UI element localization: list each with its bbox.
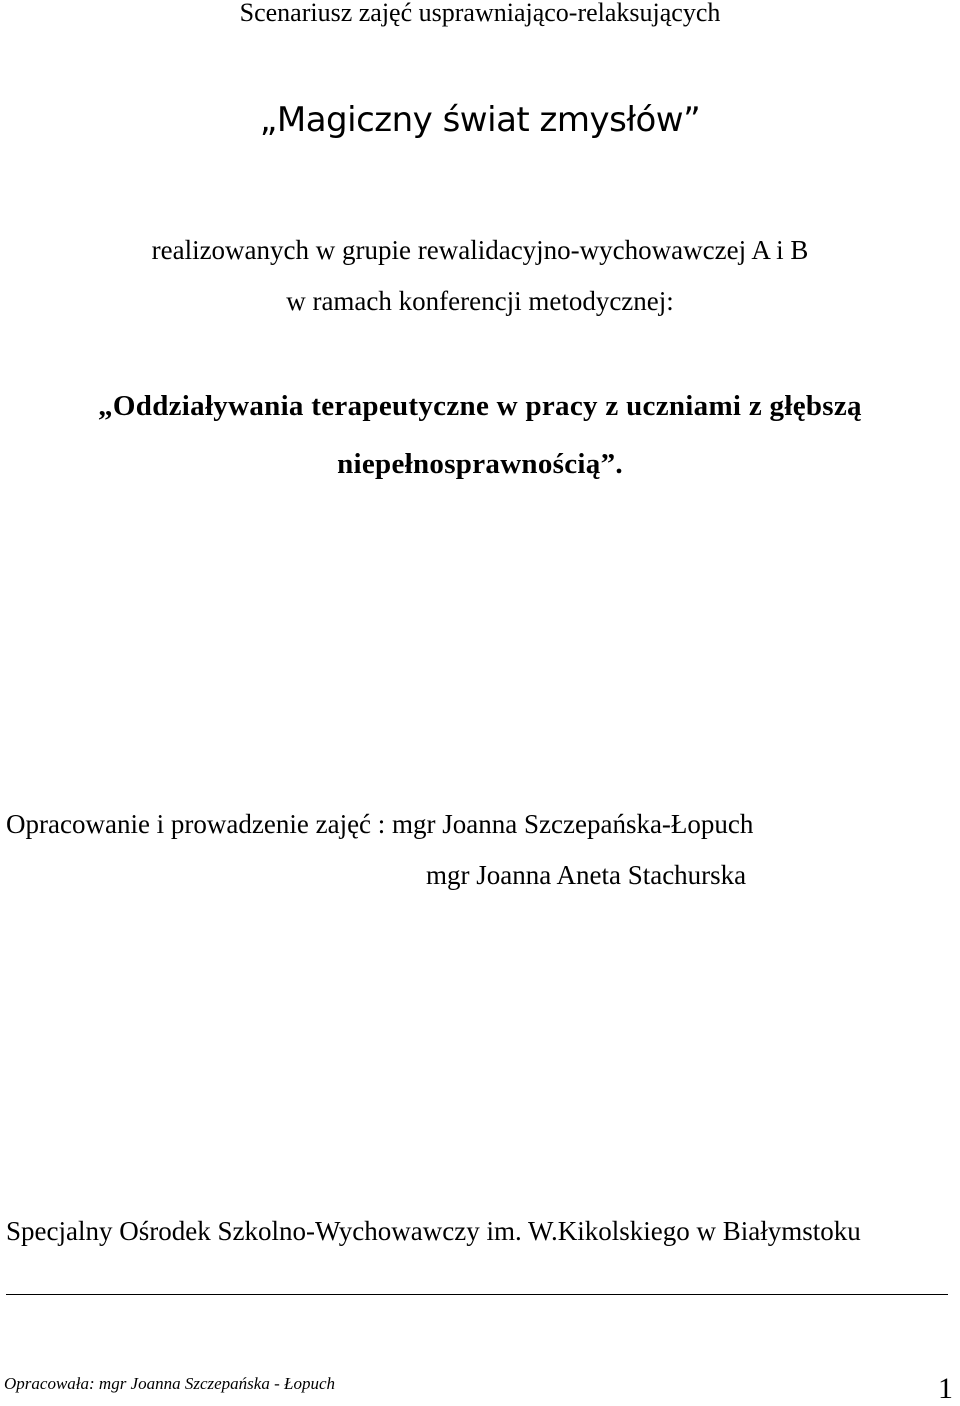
subtitle-line-1: realizowanych w grupie rewalidacyjno-wychowawczej A i B (151, 235, 809, 265)
institution-name: Specjalny Ośrodek Szkolno-Wychowawczy im. W.Kikolskiego w Białymstoku (6, 1216, 861, 1246)
authors-line-2: mgr Joanna Aneta Stachurska (426, 860, 747, 890)
footer-separator-line (6, 1294, 948, 1295)
document-header: Scenariusz zajęć usprawniająco-relaksujących (239, 0, 721, 27)
authors-line-1: Opracowanie i prowadzenie zajęć : mgr Joanna Szczepańska-Łopuch (6, 809, 754, 839)
footer-author: Opracowała: mgr Joanna Szczepańska - Łopuch (4, 1374, 335, 1393)
conference-title-line-1: „Oddziaływania terapeutyczne w pracy z uczniami z głębszą (98, 390, 862, 422)
subtitle-line-2: w ramach konferencji metodycznej: (286, 286, 674, 316)
conference-title-line-2: niepełnosprawnością”. (337, 448, 623, 480)
page-title: „Magiczny świat zmysłów” (259, 100, 701, 140)
page-number: 1 (938, 1372, 953, 1405)
